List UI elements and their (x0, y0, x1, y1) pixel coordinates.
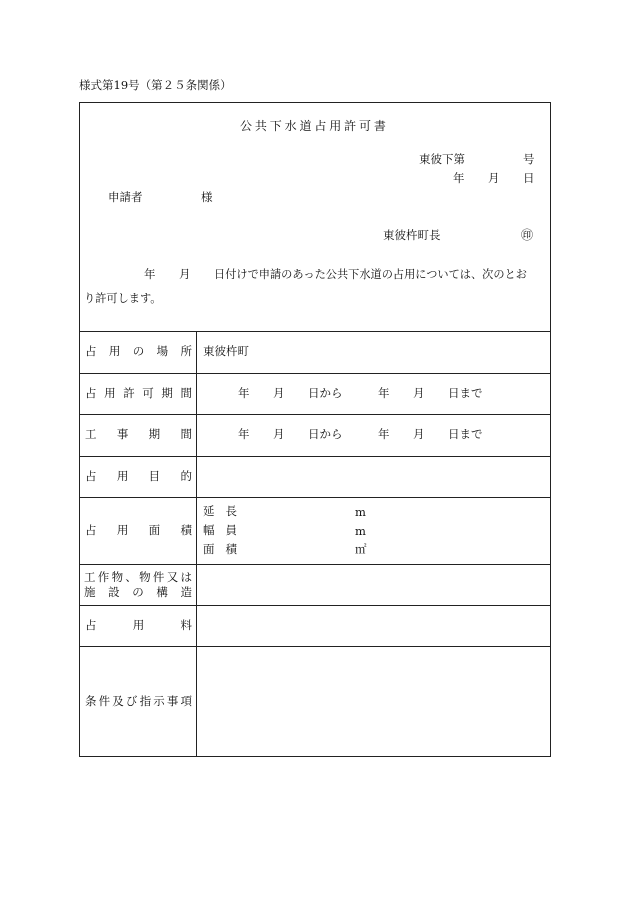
applicant-honorific: 様 (201, 190, 213, 204)
row-label-structure (84, 570, 192, 600)
period-year-start: 年 (238, 386, 250, 400)
structure-label-line2: 施 設 の 構 造 (84, 585, 192, 599)
date-day: 日 (523, 171, 535, 185)
column-divider (196, 331, 197, 757)
body-text-line2: り許可します。 (84, 292, 162, 305)
applicant-label: 申請者 (108, 190, 143, 204)
area-label: 面 積 (203, 542, 237, 556)
period-month-end: 月 (413, 386, 425, 400)
body-month: 月 (179, 267, 191, 281)
row-label-conditions: 条 件 及 び 指 示 事 項 (85, 694, 192, 708)
issuer-name: 東彼杵町長 (383, 228, 441, 242)
period-year-end: 年 (378, 386, 390, 400)
construction-month-start: 月 (273, 427, 285, 441)
row-label-construction-period: 工 事 期 間 (85, 427, 192, 441)
document-title: 公 共 下 水 道 占 用 許 可 書 (240, 119, 386, 133)
row-label-fee: 占 用 料 (85, 618, 192, 632)
period-day-from: 日から (308, 386, 343, 400)
permit-number-prefix: 東彼下第 (419, 152, 465, 166)
divider (79, 564, 551, 565)
body-text-line1: 日付けで申請のあった公共下水道の占用については、次のとお (214, 268, 527, 281)
construction-day-from: 日から (308, 427, 343, 441)
date-month: 月 (488, 171, 500, 185)
length-label: 延 長 (203, 504, 237, 518)
row-label-area: 占 用 面 積 (85, 523, 192, 537)
divider (79, 456, 551, 457)
divider (79, 605, 551, 606)
structure-label-line1: 工 作 物 、 物 件 又 は (84, 570, 192, 584)
permit-number-suffix: 号 (523, 152, 535, 166)
seal-mark: ㊞ (521, 228, 534, 242)
row-label-purpose: 占 用 目 的 (85, 469, 192, 483)
divider (79, 331, 551, 332)
period-month-start: 月 (273, 386, 285, 400)
width-label: 幅 員 (203, 523, 237, 537)
row-label-location: 占 用 の 場 所 (85, 344, 192, 358)
construction-year-start: 年 (238, 427, 250, 441)
divider (79, 646, 551, 647)
construction-month-end: 月 (413, 427, 425, 441)
construction-day-until: 日まで (448, 427, 483, 441)
divider (79, 373, 551, 374)
divider (79, 497, 551, 498)
length-unit: m (355, 505, 366, 519)
row-label-permit-period: 占 用 許 可 期 間 (85, 386, 192, 400)
form-number: 様式第19号（第２５条関係） (79, 78, 232, 92)
period-day-until: 日まで (448, 386, 483, 400)
construction-year-end: 年 (378, 427, 390, 441)
date-year: 年 (453, 171, 465, 185)
area-unit: ㎡ (355, 542, 367, 556)
body-year: 年 (144, 267, 156, 281)
divider (79, 414, 551, 415)
location-value: 東彼杵町 (203, 344, 249, 358)
width-unit: m (355, 524, 366, 538)
